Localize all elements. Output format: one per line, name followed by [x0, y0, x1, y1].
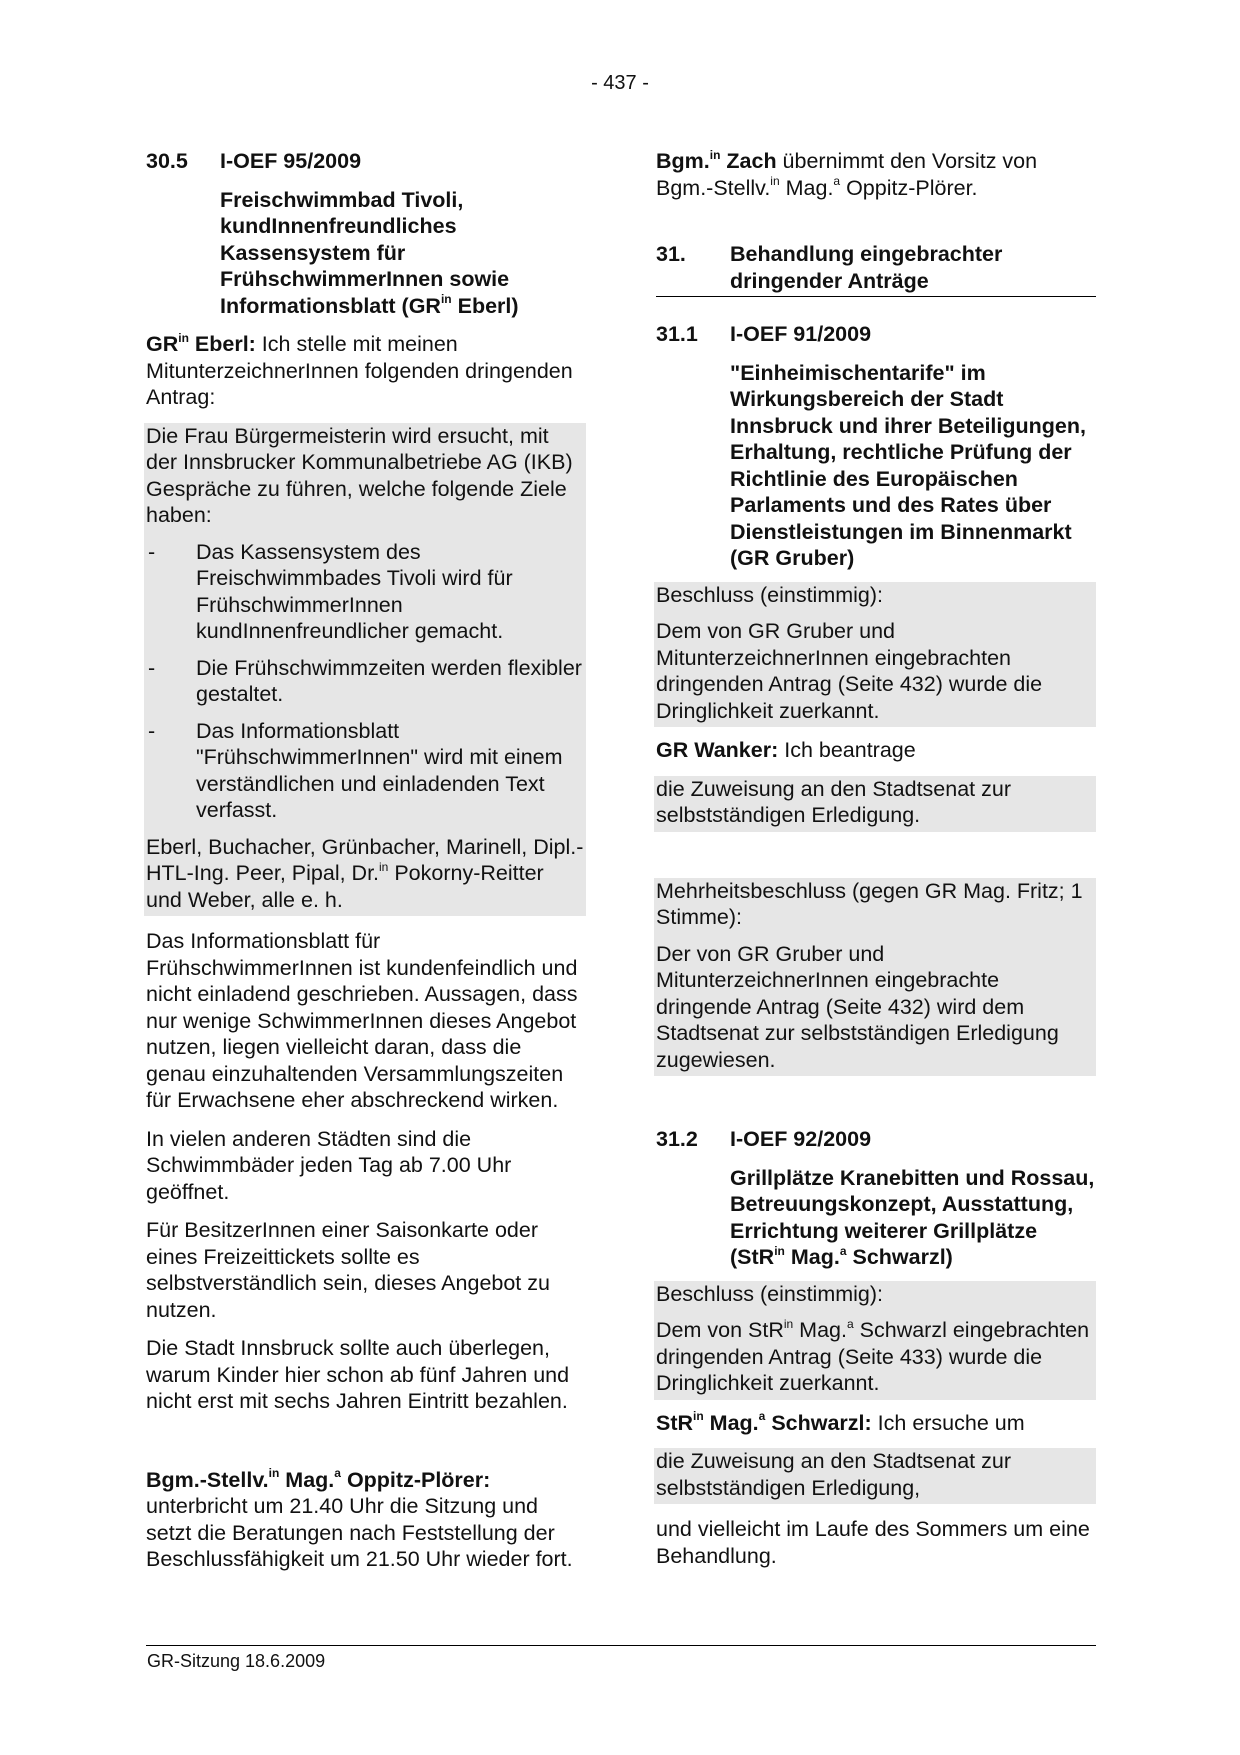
speaker-name: StR$^{in}$ Mag.$^a$ Schwarzl: [656, 1409, 872, 1435]
decision-label: Beschluss (einstimmig): [656, 582, 883, 607]
speaker-paragraph: StR$^{in}$ Mag.$^a$ Schwarzl: Ich ersuche um [656, 1409, 1025, 1435]
section-title: I-OEF 95/2009 [220, 149, 362, 173]
section-subtitle: "Einheimischentarife" im Wirkungsbereich der Stadt Innsbruck und ihrer Beteiligungen, Erhaltung, rechtliche Prüfung der Richtlinie des Europäischen Parlaments und des Rates über Dienstleistungen im Binnenmarkt (GR Gruber) [730, 360, 1086, 570]
decision-label: Beschluss (einstimmig): [656, 1281, 883, 1306]
request-text: die Zuweisung an den Stadtsenat zur selbstständigen Erledigung. [656, 776, 1011, 827]
footer-text: GR-Sitzung 18.6.2009 [147, 1651, 326, 1671]
speaker-name: GR Wanker: [656, 738, 779, 762]
right-column [656, 148, 1096, 1581]
body-paragraph: Die Stadt Innsbruck sollte auch überlegen, warum Kinder hier schon ab fünf Jahren und nicht erst mit sechs Jahren Eintritt bezahlen. [146, 1336, 570, 1413]
section-31-heading [656, 241, 1096, 294]
motion-intro: Die Frau Bürgermeisterin wird ersucht, mit der Innsbrucker Kommunalbetriebe AG (IKB) Gespräche zu führen, welche folgende Ziele haben: [146, 423, 573, 527]
request-box [654, 776, 1096, 832]
section-divider [656, 296, 1096, 297]
decision-text: Dem von StR$^{in}$ Mag.$^a$ Schwarzl eingebrachten dringenden Antrag (Seite 433) wurde die Dringlichkeit zuerkannt. [656, 1316, 1090, 1395]
body-paragraph: Das Informationsblatt für FrühschwimmerInnen ist kundenfeindlich und nicht einladend geschrieben. Aussagen, dass nur wenige SchwimmerInnen dieses Angebot nutzen, liegen vielleicht daran, dass die genau einzuhaltenden Versammlungszeiten für Erwachsene eher abschreckend wirken. [146, 929, 578, 1112]
section-30-5-heading [146, 148, 586, 175]
decision-text: Der von GR Gruber und MitunterzeichnerInnen eingebrachte dringende Antrag (Seite 432) wird dem Stadtsenat zur selbstständigen Erledigung zugewiesen. [656, 941, 1059, 1072]
closing-paragraph: und vielleicht im Laufe des Sommers um eine Behandlung. [656, 1517, 1090, 1568]
section-subtitle: Grillplätze Kranebitten und Rossau, Betreuungskonzept, Ausstattung, Errichtung weiterer Grillplätze (StR$^{in}$ Mag.$^a$ Schwarzl) [730, 1165, 1095, 1269]
session-break-paragraph: Bgm.-Stellv.$^{in}$ Mag.$^a$ Oppitz-Plörer: unterbricht um 21.40 Uhr die Sitzung und setzt die Beratungen nach Feststellung der Beschlussfähigkeit um 21.50 Uhr wieder fort. [146, 1466, 573, 1571]
decision-box [654, 1281, 1096, 1400]
section-number: 31.2 [656, 1127, 698, 1151]
majority-decision-box [654, 878, 1096, 1077]
speaker-name: Bgm.$^{in}$ Zach [656, 147, 777, 173]
body-paragraph: In vielen anderen Städten sind die Schwimmbäder jeden Tag ab 7.00 Uhr geöffnet. [146, 1126, 512, 1204]
section-number: 31.1 [656, 322, 698, 346]
list-item: - Das Kassensystem des Freischwimmbades Tivoli wird für FrühschwimmerInnen kundInnenfreundlicher gemacht. [148, 539, 513, 643]
section-title: I-OEF 92/2009 [730, 1127, 872, 1151]
motion-list [146, 539, 584, 824]
section-31-2-heading [656, 1126, 1096, 1153]
page-number: - 437 - [591, 72, 649, 94]
list-item: - Das Informationsblatt "FrühschwimmerInnen" wird mit einem verständlichen und einladenden Text verfasst. [148, 718, 563, 822]
motion-signers: Eberl, Buchacher, Grünbacher, Marinell, Dipl.-HTL-Ing. Peer, Pipal, Dr.$^{in}$ Pokorny-Reitter und Weber, alle e. h. [146, 834, 584, 912]
section-number: 31. [656, 242, 686, 266]
body-paragraph: Für BesitzerInnen einer Saisonkarte oder eines Freizeittickets sollte es selbstverständlich sein, dieses Angebot zu nutzen. [146, 1218, 550, 1322]
speaker-paragraph: GR Wanker: Ich beantrage [656, 738, 916, 762]
section-number: 30.5 [146, 149, 188, 173]
request-box [654, 1448, 1096, 1504]
chair-paragraph: Bgm.$^{in}$ Zach übernimmt den Vorsitz von Bgm.-Stellv.$^{in}$ Mag.$^a$ Oppitz-Plörer. [656, 147, 1038, 200]
decision-box [654, 582, 1096, 728]
intro-paragraph: $GR^{in}$ Eberl: Ich stelle mit meinen MitunterzeichnerInnen folgenden dringenden Antrag: [146, 330, 573, 409]
left-column [146, 148, 586, 1585]
list-item: - Die Frühschwimmzeiten werden flexibler gestaltet. [148, 655, 582, 706]
decision-label: Mehrheitsbeschluss (gegen GR Mag. Fritz; 1 Stimme): [656, 878, 1083, 929]
footer-divider [146, 1645, 1096, 1646]
section-subtitle: Freischwimmbad Tivoli, kundInnenfreundliches Kassensystem für FrühschwimmerInnen sowie Informationsblatt ($GR^{in}$ Eberl) [220, 187, 519, 318]
speaker-name: Bgm.-Stellv.$^{in}$ Mag.$^a$ Oppitz-Plörer: [146, 1466, 491, 1492]
request-text: die Zuweisung an den Stadtsenat zur selbstständigen Erledigung, [656, 1449, 1011, 1500]
decision-text: Dem von GR Gruber und MitunterzeichnerInnen eingebrachten dringenden Antrag (Seite 432) wurde die Dringlichkeit zuerkannt. [656, 619, 1043, 723]
motion-box [144, 423, 586, 917]
section-title: Behandlung eingebrachter dringender Anträge [730, 242, 1003, 293]
section-title: I-OEF 91/2009 [730, 322, 872, 346]
speaker-name: $GR^{in}$ Eberl: [146, 330, 256, 356]
section-31-1-heading [656, 321, 1096, 348]
